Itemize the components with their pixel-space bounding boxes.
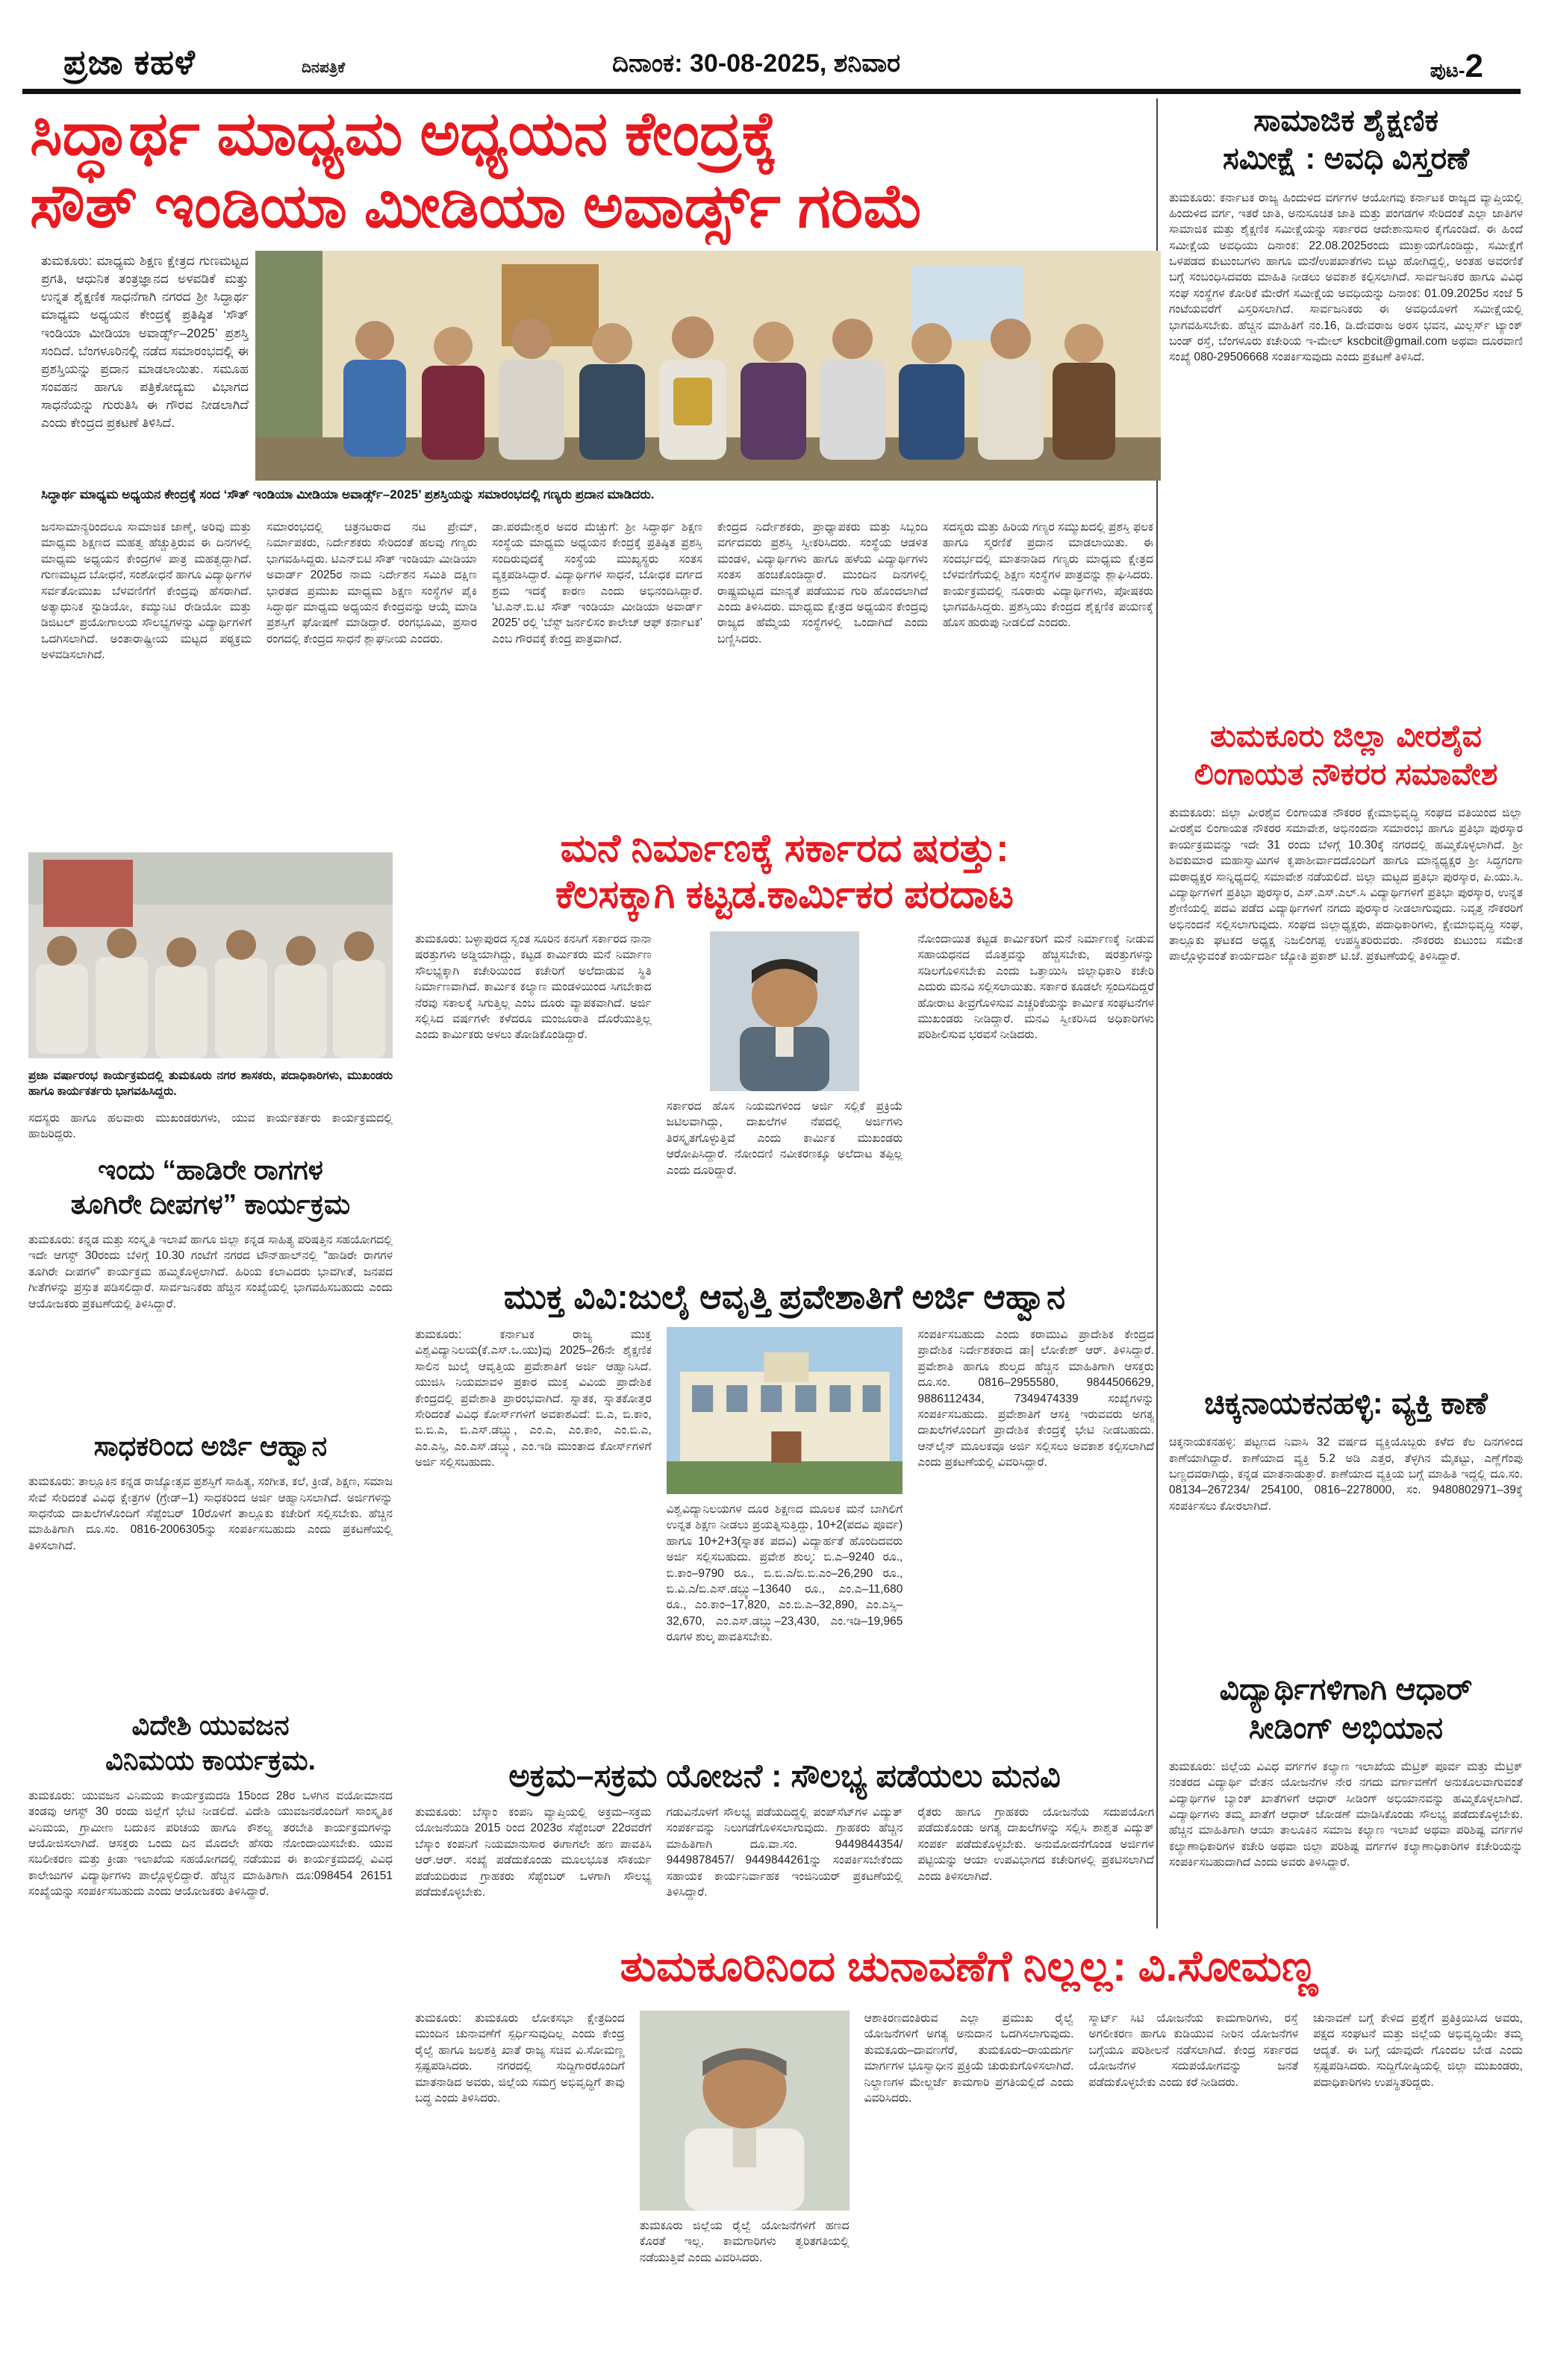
saadhakara-article-body: ತುಮಕೂರು: ತಾಲ್ಲೂಕಿನ ಕನ್ನಡ ರಾಜ್ಯೋತ್ಸವ ಪ್ರಶಸ್ತಿಗೆ ಸಾಹಿತ್ಯ, ಸಂಗೀತ, ಕಲೆ, ಕ್ರೀಡೆ, ಶಿಕ್ಷಣ, ಸಮಾಜ ಸೇವೆ ಸೇರಿದಂತೆ ವಿವಿಧ ಕ್ಷೇತ್ರಗಳ (ಗ್ರೇಡ್–1) ಸಾಧಕರಿಂದ ಅರ್ಜಿ ಆಹ್ವಾನಿಸಲಾಗಿದೆ. ಅರ್ಜಿಗಳನ್ನು ಸಾಧನೆಯ ದಾಖಲೆಗಳೊಂದಿಗೆ ಸೆಪ್ಟೆಂಬರ್ 10ರೊಳಗೆ ತಾಲ್ಲೂಕು ಕಚೇರಿಗೆ ಸಲ್ಲಿಸಬೇಕು. ಹೆಚ್ಚಿನ ಮಾಹಿತಿಗಾಗಿ ದೂ.ಸಂ. 0816-2006305ನ್ನು ಸಂಪರ್ಕಿಸಬಹುದು ಎಂದು ಪ್ರಕಟಣೆಯಲ್ಲಿ ತಿಳಿಸಲಾಗಿದೆ. (28, 1475, 393, 1552)
minister-somanna-portrait-art (640, 2011, 850, 2211)
haadire-article-body: ತುಮಕೂರು: ಕನ್ನಡ ಮತ್ತು ಸಂಸ್ಕೃತಿ ಇಲಾಖೆ ಹಾಗೂ ಜಿಲ್ಲಾ ಕನ್ನಡ ಸಾಹಿತ್ಯ ಪರಿಷತ್ತಿನ ಸಹಯೋಗದಲ್ಲಿ ಇದೇ ಆಗಸ್ಟ್ 30ರಂದು ಬೆಳಿಗ್ಗೆ 10.30 ಗಂಟೆಗೆ ನಗರದ ಟೌನ್‌ಹಾಲ್‌ನಲ್ಲಿ “ಹಾಡಿರೇ ರಾಗಗಳ ತೂಗಿರೇ ದೀಪಗಳ” ಕಾರ್ಯಕ್ರಮ ಹಮ್ಮಿಕೊಳ್ಳಲಾಗಿದೆ. ಹಿರಿಯ ಕಲಾವಿದರು ಭಾವಗೀತೆ, ಜನಪದ ಗೀತೆಗಳನ್ನು ಪ್ರಸ್ತುತ ಪಡಿಸಲಿದ್ದಾರೆ. ಸಾರ್ವಜನಿಕರು ಹೆಚ್ಚಿನ ಸಂಖ್ಯೆಯಲ್ಲಿ ಭಾಗವಹಿಸಬಹುದು ಎಂದು ಆಯೋಜಕರು ಪ್ರಕಟಣೆಯಲ್ಲಿ ತಿಳಿಸಿದ್ದಾರೆ. (28, 1234, 393, 1311)
lead-article-side-text: ತುಮಕೂರು: ಮಾಧ್ಯಮ ಶಿಕ್ಷಣ ಕ್ಷೇತ್ರದ ಗುಣಮಟ್ಟದ ಪ್ರಗತಿ, ಆಧುನಿಕ ತಂತ್ರಜ್ಞಾನದ ಅಳವಡಿಕೆ ಮತ್ತು ಉನ್ನತ ಶೈಕ್ಷಣಿಕ ಸಾಧನೆಗಾಗಿ ನಗರದ ಶ್ರೀ ಸಿದ್ಧಾರ್ಥ ಮಾಧ್ಯಮ ಅಧ್ಯಯನ ಕೇಂದ್ರಕ್ಕೆ ಪ್ರತಿಷ್ಠಿತ ‘ಸೌತ್ ಇಂಡಿಯಾ ಮೀಡಿಯಾ ಅವಾರ್ಡ್ಸ್–2025’ ಪ್ರಶಸ್ತಿ ಸಂದಿದೆ. ಬೆಂಗಳೂರಿನಲ್ಲಿ ನಡೆದ ಸಮಾರಂಭದಲ್ಲಿ ಈ ಪ್ರಶಸ್ತಿಯನ್ನು ಪ್ರದಾನ ಮಾಡಲಾಯಿತು. ಸಮೂಹ ಸಂವಹನ ಹಾಗೂ ಪತ್ರಿಕೋದ್ಯಮ ವಿಭಾಗದ ಸಾಧನೆಯನ್ನು ಗುರುತಿಸಿ ಈ ಗೌರವ ನೀಡಲಾಗಿದೆ ಎಂದು ಕೇಂದ್ರದ ಪ್ರಕಟಣೆ ತಿಳಿಸಿದೆ. (41, 254, 249, 431)
mukta-col-2-text: ವಿಶ್ವವಿದ್ಯಾನಿಲಯಗಳ ದೂರ ಶಿಕ್ಷಣದ ಮೂಲಕ ಮನೆ ಬಾಗಿಲಿಗೆ ಉನ್ನತ ಶಿಕ್ಷಣ ನೀಡಲು ಪ್ರಯತ್ನಿಸುತ್ತಿದ್ದು, 10+2(ಪದವಿ ಪೂರ್ವ) ಹಾಗೂ 10+2+3(ಸ್ನಾತಕ ಪದವಿ) ವಿದ್ಯಾರ್ಹತೆ ಹೊಂದಿದವರು ಅರ್ಜಿ ಸಲ್ಲಿಸಬಹುದು. ಪ್ರವೇಶ ಶುಲ್ಕ: ಬಿ.ಎ–9240 ರೂ., ಬಿ.ಕಾಂ–9790 ರೂ., ಬಿ.ಬಿ.ಎ/ಬಿ.ಬಿ.ಎಂ–26,290 ರೂ., ಬಿ.ವಿ.ಎ/ಬಿ.ಎಸ್.ಡಬ್ಲ್ಯು–13640 ರೂ., ಎಂ.ಎ–11,680 ರೂ., ಎಂ.ಕಾಂ–17,820, ಎಂ.ಬಿ.ಎ–32,890, ಎಂ.ಎಸ್ಸಿ–32,670, ಎಂ.ಎಸ್.ಡಬ್ಲ್ಯು–23,430, ಎಂ.ಇಡಿ–19,965 ರೂಗಳ ಶುಲ್ಕ ಪಾವತಿಸಬೇಕು. (666, 1503, 903, 1643)
missing-person-headline: ಚಿಕ್ಕನಾಯಕನಹಳ್ಳಿ: ವ್ಯಕ್ತಿ ಕಾಣೆ (1204, 1386, 1488, 1420)
newspaper-subtitle: ದಿನಪತ್ರಿಕೆ (302, 60, 346, 76)
mukta-article (415, 1327, 1154, 1749)
akrama-col-1: ತುಮಕೂರು: ಬೆಸ್ಕಾಂ ಕಂಪನಿ ವ್ಯಾಪ್ತಿಯಲ್ಲಿ ಅಕ್ರಮ–ಸಕ್ರಮ ಯೋಜನೆಯಡಿ 2015 ರಿಂದ 2023ರ ಸೆಪ್ಟೆಂಬರ್ 22ರವರೆಗೆ ಬೆಸ್ಕಾಂ ಕಂಪನಿಗೆ ನಿಯಮಾನುಸಾರ ಈಗಾಗಲೇ ಹಣ ಪಾವತಿಸಿ ಆರ್.ಆರ್. ಸಂಖ್ಯೆ ಪಡೆದುಕೊಂಡು ಮೂಲಭೂತ ಸೌಕರ್ಯ ಪಡೆಯದಿರುವ ಗ್ರಾಹಕರು ಸೆಪ್ಟೆಂಬರ್ ಒಳಗಾಗಿ ಸೌಲಭ್ಯ ಪಡೆದುಕೊಳ್ಳಬೇಕು. (415, 1806, 652, 1899)
lead-col-2: ಸಮಾರಂಭದಲ್ಲಿ ಚಿತ್ರನಟರಾದ ನಟ ಪ್ರೇಮ್, ನಿರ್ಮಾಪಕರು, ನಿರ್ದೇಶಕರು ಸೇರಿದಂತೆ ಹಲವು ಗಣ್ಯರು ಭಾಗವಹಿಸಿದ್ದರು. ಟಿಎನ್‌ಬಿಟಿ ಸೌತ್ ಇಂಡಿಯಾ ಮೀಡಿಯಾ ಅವಾರ್ಡ್ 2025ರ ನಾಮ ನಿರ್ದೇಶನ ಸಮಿತಿ ದಕ್ಷಿಣ ಭಾರತದ ಪ್ರಮುಖ ಮಾಧ್ಯಮ ಶಿಕ್ಷಣ ಸಂಸ್ಥೆಗಳ ಪೈಕಿ ಸಿದ್ಧಾರ್ಥ ಮಾಧ್ಯಮ ಅಧ್ಯಯನ ಕೇಂದ್ರವನ್ನು ಆಯ್ಕೆ ಮಾಡಿ ಪ್ರಶಸ್ತಿಗೆ ಘೋಷಣೆ ಮಾಡಿದ್ದಾರೆ. ರಂಗಭೂಮಿ, ಪ್ರಸಾರ ರಂಗದಲ್ಲಿ ಕೇಂದ್ರದ ಸಾಧನೆ ಶ್ಲಾಘನೀಯ ಎಂದರು. (266, 521, 477, 646)
somanna-col-4: ಸ್ಮಾರ್ಟ್ ಸಿಟಿ ಯೋಜನೆಯ ಕಾಮಗಾರಿಗಳು, ರಸ್ತೆ ಅಗಲೀಕರಣ ಹಾಗೂ ಕುಡಿಯುವ ನೀರಿನ ಯೋಜನೆಗಳ ಬಗ್ಗೆಯೂ ಪರಿಶೀಲನೆ ನಡೆಸಲಾಗಿದೆ. ಕೇಂದ್ರ ಸರ್ಕಾರದ ಯೋಜನೆಗಳ ಸದುಪಯೋಗವನ್ನು ಜನತೆ ಪಡೆದುಕೊಳ್ಳಬೇಕು ಎಂದು ಕರೆ ನೀಡಿದರು. (1088, 2012, 1299, 2089)
somanna-headline: ತುಮಕೂರಿನಿಂದ ಚುನಾವಣೆಗೆ ನಿಲ್ಲಲ್ಲ: ವಿ.ಸೋಮಣ್ಣ (620, 1943, 1318, 1990)
akrama-headline: ಅಕ್ರಮ–ಸಕ್ರಮ ಯೋಜನೆ : ಸೌಲಭ್ಯ ಪಡೆಯಲು ಮನವಿ (508, 1758, 1061, 1794)
aadhaar-seeding-article-body: ತುಮಕೂರು: ಜಿಲ್ಲೆಯ ವಿವಿಧ ವರ್ಗಗಳ ಕಲ್ಯಾಣ ಇಲಾಖೆಯ ಮೆಟ್ರಿಕ್ ಪೂರ್ವ ಮತ್ತು ಮೆಟ್ರಿಕ್ ನಂತರದ ವಿದ್ಯಾರ್ಥಿ ವೇತನ ಯೋಜನೆಗಳ ನೇರ ನಗದು ವರ್ಗಾವಣೆಗೆ ಅನುಕೂಲವಾಗುವಂತೆ ವಿದ್ಯಾರ್ಥಿಗಳ ಬ್ಯಾಂಕ್ ಖಾತೆಗಳಿಗೆ ಆಧಾರ್ ಸೀಡಿಂಗ್ ಅಭಿಯಾನವನ್ನು ಹಮ್ಮಿಕೊಳ್ಳಲಾಗಿದೆ. ವಿದ್ಯಾರ್ಥಿಗಳು ತಮ್ಮ ಖಾತೆಗೆ ಆಧಾರ್ ಜೋಡಣೆ ಮಾಡಿಸಿಕೊಂಡು ಸೌಲಭ್ಯ ಪಡೆದುಕೊಳ್ಳಬೇಕು. ಹೆಚ್ಚಿನ ಮಾಹಿತಿಗಾಗಿ ಆಯಾ ತಾಲೂಕಿನ ಸಮಾಜ ಕಲ್ಯಾಣ ಇಲಾಖೆ ಅಥವಾ ಪರಿಶಿಷ್ಟ ವರ್ಗಗಳ ಕಲ್ಯಾಣಾಧಿಕಾರಿಗಳ ಕಚೇರಿ ಅಥವಾ ಜಿಲ್ಲಾ ಪರಿಶಿಷ್ಟ ವರ್ಗಗಳ ಕಲ್ಯಾಣಾಧಿಕಾರಿಗಳ ಕಚೇರಿಯನ್ನು ಸಂಪರ್ಕಿಸಬಹುದಾಗಿದೆ ಎಂದು ಅವರು ತಿಳಿಸಿದ್ದಾರೆ. (1169, 1760, 1523, 1869)
veerashaiva-article-body: ತುಮಕೂರು: ಜಿಲ್ಲಾ ವೀರಶೈವ ಲಿಂಗಾಯತ ನೌಕರರ ಕ್ಷೇಮಾಭಿವೃದ್ಧಿ ಸಂಘದ ವತಿಯಿಂದ ಜಿಲ್ಲಾ ವೀರಶೈವ ಲಿಂಗಾಯತ ನೌಕರರ ಸಮಾವೇಶ, ಅಭಿನಂದನಾ ಸಮಾರಂಭ ಹಾಗೂ ಪ್ರತಿಭಾ ಪುರಸ್ಕಾರ ಕಾರ್ಯಕ್ರಮವನ್ನು ಇದೇ 31 ರಂದು ಬೆಳಿಗ್ಗೆ 10.30ಕ್ಕೆ ನಗರದಲ್ಲಿ ಹಮ್ಮಿಕೊಳ್ಳಲಾಗಿದೆ. ಶ್ರೀ ಶಿವಕುಮಾರ ಮಹಾಸ್ವಾಮಿಗಳ ಕೃಪಾಶೀರ್ವಾದದೊಂದಿಗೆ ಹಾಗೂ ಮಾನ್ಯಧ್ಯಕ್ಷರ ಶ್ರೀ ಸಿದ್ಧಗಂಗಾ ಮಠಾಧ್ಯಕ್ಷರ ಸಾನ್ನಿಧ್ಯದಲ್ಲಿ ಸಮಾವೇಶ ನಡೆಯಲಿದೆ. ಜಿಲ್ಲಾ ಮಟ್ಟದ ಪ್ರತಿಭಾ ಪುರಸ್ಕಾರ, ಪಿ.ಯು.ಸಿ. ವಿದ್ಯಾರ್ಥಿಗಳಿಗೆ ಪ್ರತಿಭಾ ಪುರಸ್ಕಾರ, ಎಸ್.ಎಸ್.ಎಲ್.ಸಿ ವಿದ್ಯಾರ್ಥಿಗಳಿಗೆ ಪ್ರತಿಭಾ ಪುರಸ್ಕಾರ, ಉನ್ನತ ಶ್ರೇಣಿಯಲ್ಲಿ ಪದವಿ ಪಡೆದ ವಿದ್ಯಾರ್ಥಿಗಳಿಗೆ ನಗದು ಪುರಸ್ಕಾರ ನೀಡಲಾಗುವುದು. ನಿವೃತ್ತ ನೌಕರರಿಗೆ ಅಭಿನಂದನೆ ಸಲ್ಲಿಸಲಾಗುವುದು. ಸಂಘದ ಜಿಲ್ಲಾಧ್ಯಕ್ಷರು, ಪದಾಧಿಕಾರಿಗಳು, ಕ್ಷೇಮಾಭಿವೃದ್ಧಿ ಸಂಘ, ತಾಲ್ಲೂಕು ಘಟಕದ ಅಧ್ಯಕ್ಷ ನಿಜಲಿಂಗಪ್ಪ ಉಪಸ್ಥಿತರಿರುವರು. ನೌಕರರು ಕುಟುಂಬ ಸಮೇತ ಪಾಲ್ಗೊಳ್ಳುವಂತೆ ಕಾರ್ಯದರ್ಶಿ ಜ್ಯೋತಿ ಪ್ರಕಾಶ್ ಟಿ.ಜೆ. ಪ್ರಕಟಣೆಯಲ್ಲಿ ತಿಳಿಸಿದ್ದಾರೆ. (1169, 807, 1523, 963)
event-crowd-photo-art (28, 852, 393, 1058)
rail-paragraph-1: ಸದಸ್ಯರು ಹಾಗೂ ಹಲವಾರು ಮುಖಂಡರುಗಳು, ಯುವ ಕಾರ್ಯಕರ್ತರು ಕಾರ್ಯಕ್ರಮದಲ್ಲಿ ಹಾಜರಿದ್ದರು. (28, 1111, 393, 1141)
lead-col-4: ಕೇಂದ್ರದ ನಿರ್ದೇಶಕರು, ಪ್ರಾಧ್ಯಾಪಕರು ಮತ್ತು ಸಿಬ್ಬಂದಿ ವರ್ಗದವರು ಪ್ರಶಸ್ತಿ ಸ್ವೀಕರಿಸಿದರು. ಸಂಸ್ಥೆಯ ಆಡಳಿತ ಮಂಡಳಿ, ವಿದ್ಯಾರ್ಥಿಗಳು ಹಾಗೂ ಹಳೆಯ ವಿದ್ಯಾರ್ಥಿಗಳು ಸಂತಸ ಹಂಚಿಕೊಂಡಿದ್ದಾರೆ. ಮುಂದಿನ ದಿನಗಳಲ್ಲಿ ರಾಷ್ಟ್ರಮಟ್ಟದ ಮಾನ್ಯತೆ ಪಡೆಯುವ ಗುರಿ ಹೊಂದಲಾಗಿದೆ ಎಂದು ತಿಳಿಸಿದರು. ಮಾಧ್ಯಮ ಕ್ಷೇತ್ರದ ಅಧ್ಯಯನ ಕೇಂದ್ರವು ರಾಜ್ಯದ ಹೆಮ್ಮೆಯ ಸಂಸ್ಥೆಗಳಲ್ಲಿ ಒಂದಾಗಿದೆ ಎಂದು ಬಣ್ಣಿಸಿದರು. (717, 521, 928, 646)
award-group-photo-art (255, 251, 1161, 481)
veerashaiva-headline: ತುಮಕೂರು ಜಿಲ್ಲಾ ವೀರಶೈವ ಲಿಂಗಾಯತ ನೌಕರರ ಸಮಾವೇಶ (1194, 718, 1498, 791)
somanna-col-2-text: ತುಮಕೂರು ಜಿಲ್ಲೆಯ ರೈಲ್ವೆ ಯೋಜನೆಗಳಿಗೆ ಹಣದ ಕೊರತೆ ಇಲ್ಲ. ಕಾಮಗಾರಿಗಳು ತ್ವರಿತಗತಿಯಲ್ಲಿ ನಡೆಯುತ್ತಿವೆ ಎಂದು ವಿವರಿಸಿದರು. (639, 2220, 850, 2264)
mane-col-2 (667, 931, 903, 1269)
minister-somanna-portrait (640, 2011, 850, 2211)
mukta-col-1: ತುಮಕೂರು: ಕರ್ನಾಟಕ ರಾಜ್ಯ ಮುಕ್ತ ವಿಶ್ವವಿದ್ಯಾನಿಲಯ(ಕೆ.ಎಸ್.ಒ.ಯು)ವು 2025–26ನೇ ಶೈಕ್ಷಣಿಕ ಸಾಲಿನ ಜುಲೈ ಆವೃತ್ತಿಯ ಪ್ರವೇಶಾತಿಗೆ ಅರ್ಜಿ ಆಹ್ವಾನಿಸಿದೆ. ಯುಜಿಸಿ ನಿಯಮಾವಳಿ ಪ್ರಕಾರ ಮುಕ್ತ ವಿವಿಯ ಪ್ರಾದೇಶಿಕ ಕೇಂದ್ರದಲ್ಲಿ ಪ್ರವೇಶಾತಿ ಪ್ರಾರಂಭವಾಗಿದೆ. ಸ್ನಾತಕ, ಸ್ನಾತಕೋತ್ತರ ಸೇರಿದಂತೆ ವಿವಿಧ ಕೋರ್ಸ್‌ಗಳಿಗೆ ಅವಕಾಶವಿದೆ: ಬಿ.ಎ, ಬಿ.ಕಾಂ, ಬಿ.ಬಿ.ಎ, ಬಿ.ಎಸ್.ಡಬ್ಲ್ಯು, ಎಂ.ಎ, ಎಂ.ಕಾಂ, ಎಂ.ಬಿ.ಎ, ಎಂ.ಎಸ್ಸಿ, ಎಂ.ಎಸ್.ಡಬ್ಲ್ಯು, ಎಂ.ಇಡಿ ಮುಂತಾದ ಕೋರ್ಸ್‌ಗಳಿಗೆ ಅರ್ಜಿ ಸಲ್ಲಿಸಬಹುದು. (415, 1328, 652, 1469)
mane-col-2-text: ಸರ್ಕಾರದ ಹೊಸ ನಿಯಮಗಳಿಂದ ಅರ್ಜಿ ಸಲ್ಲಿಕೆ ಪ್ರಕ್ರಿಯೆ ಜಟಿಲವಾಗಿದ್ದು, ದಾಖಲೆಗಳ ನೆಪದಲ್ಲಿ ಅರ್ಜಿಗಳು ತಿರಸ್ಕೃತಗೊಳ್ಳುತ್ತಿವೆ ಎಂದು ಕಾರ್ಮಿಕ ಮುಖಂಡರು ಆರೋಪಿಸಿದ್ದಾರೆ. ನೋಂದಣಿ ನವೀಕರಣಕ್ಕೂ ಅಲೆದಾಟ ತಪ್ಪಿಲ್ಲ ಎಂದು ದೂರಿದ್ದಾರೆ. (666, 1100, 903, 1177)
videshi-article-body: ತುಮಕೂರು: ಯುವಜನ ವಿನಿಮಯ ಕಾರ್ಯಕ್ರಮದಡಿ 15ರಿಂದ 28ರ ಒಳಗಿನ ವಯೋಮಾನದ ತಂಡವು ಆಗಸ್ಟ್ 30 ರಂದು ಜಿಲ್ಲೆಗೆ ಭೇಟಿ ನೀಡಲಿದೆ. ವಿದೇಶಿ ಯುವಜನರೊಂದಿಗೆ ಸಾಂಸ್ಕೃತಿಕ ವಿನಿಮಯ, ಗ್ರಾಮೀಣ ಬದುಕಿನ ಪರಿಚಯ ಹಾಗೂ ಕೌಶಲ್ಯ ತರಬೇತಿ ಕಾರ್ಯಕ್ರಮಗಳನ್ನು ಆಯೋಜಿಸಲಾಗಿದೆ. ಆಸಕ್ತರು ಒಂದು ದಿನ ಮೊದಲೇ ಹೆಸರು ನೋಂದಾಯಿಸಬೇಕು. ಯುವ ಸಬಲೀಕರಣ ಮತ್ತು ಕ್ರೀಡಾ ಇಲಾಖೆಯ ಸಹಯೋಗದಲ್ಲಿ ನಡೆಯುವ ಈ ಕಾರ್ಯಕ್ರಮದಲ್ಲಿ ವಿವಿಧ ಕಾಲೇಜುಗಳ ವಿದ್ಯಾರ್ಥಿಗಳು ಪಾಲ್ಗೊಳ್ಳಲಿದ್ದಾರೆ. ಹೆಚ್ಚಿನ ಮಾಹಿತಿಗಾಗಿ ದೂ:098454 26151 ಸಂಖ್ಯೆಯನ್ನು ಸಂಪರ್ಕಿಸಬಹುದು ಎಂದು ಆಯೋಜಕರು ತಿಳಿಸಿದ್ದಾರೆ. (28, 1789, 393, 1899)
somanna-col-2 (640, 2011, 850, 2367)
mukta-col-3: ಸಂಪರ್ಕಿಸಬಹುದು ಎಂದು ಕರಾಮುವಿ ಪ್ರಾದೇಶಿಕ ಕೇಂದ್ರದ ಪ್ರಾದೇಶಿಕ ನಿರ್ದೇಶಕರಾದ ಡಾ| ಲೋಕೇಶ್ ಆರ್. ತಿಳಿಸಿದ್ದಾರೆ. ಪ್ರವೇಶಾತಿ ಹಾಗೂ ಶುಲ್ಕದ ಹೆಚ್ಚಿನ ಮಾಹಿತಿಗಾಗಿ ಆಸಕ್ತರು ದೂ.ಸಂ. 0816–2955580, 9844506629, 9886112434, 7349474339 ಸಂಖ್ಯೆಗಳನ್ನು ಸಂಪರ್ಕಿಸಬಹುದು. ಪ್ರವೇಶಾತಿಗೆ ಆಸಕ್ತಿ ಇರುವವರು ಅಗತ್ಯ ದಾಖಲೆಗಳೊಂದಿಗೆ ಪ್ರಾದೇಶಿಕ ಕೇಂದ್ರಕ್ಕೆ ಭೇಟಿ ನೀಡಬಹುದು. ಆನ್‌ಲೈನ್ ಮೂಲಕವೂ ಅರ್ಜಿ ಸಲ್ಲಿಸಲು ಅವಕಾಶ ಕಲ್ಪಿಸಲಾಗಿದೆ ಎಂದು ಪ್ರಕಟಣೆಯಲ್ಲಿ ವಿವರಿಸಿದ್ದಾರೆ. (917, 1328, 1155, 1469)
award-group-photo (255, 251, 1161, 481)
page-number: ಪುಟ-2 (1430, 48, 1483, 84)
open-university-building-photo (667, 1327, 903, 1494)
lead-col-5: ಸದಸ್ಯರು ಮತ್ತು ಹಿರಿಯ ಗಣ್ಯರ ಸಮ್ಮುಖದಲ್ಲಿ ಪ್ರಶಸ್ತಿ ಫಲಕ ಹಾಗೂ ಸ್ಮರಣಿಕೆ ಪ್ರದಾನ ಮಾಡಲಾಯಿತು. ಈ ಸಂದರ್ಭದಲ್ಲಿ ಮಾತನಾಡಿದ ಗಣ್ಯರು ಮಾಧ್ಯಮ ಕ್ಷೇತ್ರದ ಬೆಳವಣಿಗೆಯಲ್ಲಿ ಶಿಕ್ಷಣ ಸಂಸ್ಥೆಗಳ ಪಾತ್ರವನ್ನು ಶ್ಲಾಘಿಸಿದರು. ಕಾರ್ಯಕ್ರಮದಲ್ಲಿ ನೂರಾರು ವಿದ್ಯಾರ್ಥಿಗಳು, ಪೋಷಕರು ಭಾಗವಹಿಸಿದ್ದರು. ಪ್ರಶಸ್ತಿಯು ಕೇಂದ್ರದ ಶೈಕ್ಷಣಿಕ ಪಯಣಕ್ಕೆ ಹೊಸ ಹುರುಪು ನೀಡಲಿದೆ ಎಂದರು. (943, 521, 1153, 630)
lead-headline-line1: ಸಿದ್ಧಾರ್ಥ ಮಾಧ್ಯಮ ಅಧ್ಯಯನ ಕೇಂದ್ರಕ್ಕೆ (30, 100, 778, 168)
lead-headline-line2: ಸೌತ್ ಇಂಡಿಯಾ ಮೀಡಿಯಾ ಅವಾರ್ಡ್ಸ್ ಗರಿಮೆ (30, 172, 924, 240)
mane-headline: ಮನೆ ನಿರ್ಮಾಣಕ್ಕೆ ಸರ್ಕಾರದ ಷರತ್ತು: ಕೆಲಸಕ್ಕಾಗಿ ಕಟ್ಟಡ.ಕಾರ್ಮಿಕರ ಪರದಾಟ (555, 827, 1014, 917)
event-crowd-photo (28, 852, 393, 1058)
lead-article-columns (41, 519, 1153, 821)
akrama-col-3: ರೈತರು ಹಾಗೂ ಗ್ರಾಹಕರು ಯೋಜನೆಯ ಸದುಪಯೋಗ ಪಡೆದುಕೊಂಡು ಅಗತ್ಯ ದಾಖಲೆಗಳನ್ನು ಸಲ್ಲಿಸಿ ಶಾಶ್ವತ ವಿದ್ಯುತ್ ಸಂಪರ್ಕ ಪಡೆದುಕೊಳ್ಳಬೇಕು. ಅನುಮೋದನೆಗೊಂಡ ಅರ್ಜಿಗಳ ಪಟ್ಟಿಯನ್ನು ಆಯಾ ಉಪವಿಭಾಗದ ಕಚೇರಿಗಳಲ್ಲಿ ಪ್ರಕಟಿಸಲಾಗಿದೆ ಎಂದು ತಿಳಿಸಲಾಗಿದೆ. (917, 1806, 1155, 1883)
survey-article-body: ತುಮಕೂರು: ಕರ್ನಾಟಕ ರಾಜ್ಯ ಹಿಂದುಳಿದ ವರ್ಗಗಳ ಆಯೋಗವು ಕರ್ನಾಟಕ ರಾಜ್ಯದ ವ್ಯಾಪ್ತಿಯಲ್ಲಿ ಹಿಂದುಳಿದ ವರ್ಗ, ಇತರೆ ಜಾತಿ, ಅನುಸೂಚಿತ ಜಾತಿ ಮತ್ತು ಪಂಗಡಗಳ ಸೇರಿದಂತೆ ಎಲ್ಲಾ ಜಾತಿಗಳ ಸಾಮಾಜಿಕ ಮತ್ತು ಶೈಕ್ಷಣಿಕ ಸಮೀಕ್ಷೆಯನ್ನು ಸರ್ಕಾರದ ಆದೇಶಾನುಸಾರ ಕೈಗೊಂಡಿದೆ. ಈ ಹಿಂದೆ ಸಮೀಕ್ಷೆಯ ಅವಧಿಯು ದಿನಾಂಕ: 22.08.2025ರಂದು ಮುಕ್ತಾಯಗೊಂಡಿದ್ದು, ಸಮೀಕ್ಷೆಗೆ ಒಳಪಡದ ಕುಟುಂಬಗಳು ಹಾಗೂ ಮನೆ/ಉಪಖಾತೆಗಳು ಬಿಟ್ಟು ಹೋಗಿದ್ದಲ್ಲಿ, ಅಂತಹ ಅವರಣಿಕೆ ಬಗ್ಗೆ ಸಂಬಂಧಿಸಿದವರು ಮಾಹಿತಿ ನೀಡಲು ಅವಕಾಶ ಕಲ್ಪಿಸಲಾಗಿದೆ. ಸಾರ್ವಜನಿಕರ ಹಾಗೂ ವಿವಿಧ ಸಂಘ ಸಂಸ್ಥೆಗಳ ಕೋರಿಕೆ ಮೇರೆಗೆ ಸಮೀಕ್ಷೆಯ ಅವಧಿಯನ್ನು ದಿನಾಂಕ: 01.09.2025ರ ಸಂಜೆ 5 ಗಂಟೆಯವರೆಗೆ ವಿಸ್ತರಿಸಲಾಗಿದೆ. ಸಾರ್ವಜನಿಕರು ಈ ಅವಧಿಯೊಳಗೆ ಸಮೀಕ್ಷೆಯಲ್ಲಿ ಭಾಗವಹಿಸಬೇಕು. ಹೆಚ್ಚಿನ ಮಾಹಿತಿಗೆ ನಂ.16, ಡಿ.ದೇವರಾಜ ಅರಸ ಭವನ, ಮಿಲ್ಲರ್ಸ್ ಟ್ಯಾಂಕ್ ಬಂಡ್ ರಸ್ತೆ, ಬೆಂಗಳೂರು ಕಚೇರಿಯ ಇ-ಮೇಲ್ kscbcit@gmail.com ಅಥವಾ ದೂರವಾಣಿ ಸಂಖ್ಯೆ 080-29506668 ಸಂಪರ್ಕಿಸುವುದು ಎಂದು ಪ್ರಕಟಣೆ ತಿಳಿಸಿದೆ. (1169, 191, 1523, 364)
saadhakara-headline: ಸಾಧಕರಿಂದ ಅರ್ಜಿ ಆಹ್ವಾನ (93, 1431, 328, 1462)
akrama-article (415, 1805, 1154, 1931)
right-column (1169, 101, 1523, 1928)
newspaper-title: ಪ್ರಜಾ ಕಹಳೆ (63, 43, 196, 81)
left-rail (28, 852, 393, 2376)
lead-col-3: ಡಾ.ಪರಮೇಶ್ವರ ಅವರ ಮೆಚ್ಚುಗೆ: ಶ್ರೀ ಸಿದ್ಧಾರ್ಥ ಶಿಕ್ಷಣ ಸಂಸ್ಥೆಯ ಮಾಧ್ಯಮ ಅಧ್ಯಯನ ಕೇಂದ್ರಕ್ಕೆ ಪ್ರತಿಷ್ಠಿತ ಪ್ರಶಸ್ತಿ ಸಂದಿರುವುದಕ್ಕೆ ಸಂಸ್ಥೆಯ ಮುಖ್ಯಸ್ಥರು ಸಂತಸ ವ್ಯಕ್ತಪಡಿಸಿದ್ದಾರೆ. ವಿದ್ಯಾರ್ಥಿಗಳ ಸಾಧನೆ, ಬೋಧಕ ವರ್ಗದ ಶ್ರಮ ಇದಕ್ಕೆ ಕಾರಣ ಎಂದು ಅಭಿನಂದಿಸಿದ್ದಾರೆ. ‘ಟಿ.ಎನ್.ಬಿ.ಟಿ ಸೌತ್ ಇಂಡಿಯಾ ಮೀಡಿಯಾ ಅವಾರ್ಡ್ 2025’ ರಲ್ಲಿ ‘ಬೆಸ್ಟ್ ಜರ್ನಲಿಸಂ ಕಾಲೇಜ್ ಆಫ್ ಕರ್ನಾಟಕ’ ಎಂಬ ಗೌರವಕ್ಕೆ ಕೇಂದ್ರ ಪಾತ್ರವಾಗಿದೆ. (492, 521, 702, 646)
videshi-headline: ವಿದೇಶಿ ಯುವಜನ ವಿನಿಮಯ ಕಾರ್ಯಕ್ರಮ. (105, 1710, 316, 1775)
header-rule (22, 89, 1521, 94)
lead-col-1: ಜನಸಾಮಾನ್ಯರಿಂದಲೂ ಸಾಮಾಜಿಕ ಜಾಣ್ಮೆ, ಅರಿವು ಮತ್ತು ಮಾಧ್ಯಮ ಶಿಕ್ಷಣದ ಮಹತ್ವ ಹೆಚ್ಚುತ್ತಿರುವ ಈ ದಿನಗಳಲ್ಲಿ ಮಾಧ್ಯಮ ಅಧ್ಯಯನ ಕೇಂದ್ರಗಳ ಪಾತ್ರ ಮಹತ್ವದ್ದಾಗಿದೆ. ಗುಣಮಟ್ಟದ ಬೋಧನೆ, ಸಂಶೋಧನೆ ಹಾಗೂ ವಿದ್ಯಾರ್ಥಿಗಳ ಸರ್ವತೋಮುಖ ಬೆಳವಣಿಗೆಗೆ ಕೇಂದ್ರವು ಹೆಸರಾಗಿದೆ. ಅತ್ಯಾಧುನಿಕ ಸ್ಟುಡಿಯೋ, ಕಮ್ಯುನಿಟಿ ರೇಡಿಯೋ ಮತ್ತು ಡಿಜಿಟಲ್ ಪ್ರಯೋಗಾಲಯ ಸೌಲಭ್ಯಗಳನ್ನು ವಿದ್ಯಾರ್ಥಿಗಳಿಗೆ ಒದಗಿಸಲಾಗಿದೆ. ಅಂತಾರಾಷ್ಟ್ರೀಯ ಮಟ್ಟದ ಪಠ್ಯಕ್ರಮ ಅಳವಡಿಸಲಾಗಿದೆ. (41, 521, 252, 661)
mukta-col-2 (667, 1327, 903, 1749)
lead-photo-caption: ಸಿದ್ಧಾರ್ಥ ಮಾಧ್ಯಮ ಅಧ್ಯಯನ ಕೇಂದ್ರಕ್ಕೆ ಸಂದ ‘ಸೌತ್ ಇಂಡಿಯಾ ಮೀಡಿಯಾ ಅವಾರ್ಡ್ಸ್–2025’ ಪ್ರಶಸ್ತಿಯನ್ನು ಸಮಾರಂಭದಲ್ಲಿ ಗಣ್ಯರು ಪ್ರದಾನ ಮಾಡಿದರು. (41, 487, 655, 502)
survey-headline: ಸಾಮಾಜಿಕ ಶೈಕ್ಷಣಿಕ ಸಮೀಕ್ಷೆ : ಅವಧಿ ವಿಸ್ತರಣೆ (1222, 103, 1470, 176)
somanna-col-5: ಚುನಾವಣೆ ಬಗ್ಗೆ ಕೇಳಿದ ಪ್ರಶ್ನೆಗೆ ಪ್ರತಿಕ್ರಿಯಿಸಿದ ಅವರು, ಪಕ್ಷದ ಸಂಘಟನೆ ಮತ್ತು ಜಿಲ್ಲೆಯ ಅಭಿವೃದ್ಧಿಯೇ ತಮ್ಮ ಆದ್ಯತೆ. ಈ ಬಗ್ಗೆ ಯಾವುದೇ ಗೊಂದಲ ಬೇಡ ಎಂದು ಸ್ಪಷ್ಟಪಡಿಸಿದರು. ಸುದ್ದಿಗೋಷ್ಠಿಯಲ್ಲಿ ಜಿಲ್ಲಾ ಮುಖಂಡರು, ಪದಾಧಿಕಾರಿಗಳು ಉಪಸ್ಥಿತರಿದ್ದರು. (1313, 2012, 1523, 2089)
mane-article (415, 931, 1154, 1269)
mane-col-3: ನೋಂದಾಯಿತ ಕಟ್ಟಡ ಕಾರ್ಮಿಕರಿಗೆ ಮನೆ ನಿರ್ಮಾಣಕ್ಕೆ ನೀಡುವ ಸಹಾಯಧನದ ಮೊತ್ತವನ್ನು ಹೆಚ್ಚಿಸಬೇಕು, ಷರತ್ತುಗಳನ್ನು ಸಡಿಲಗೊಳಿಸಬೇಕು ಎಂದು ಒತ್ತಾಯಿಸಿ ಜಿಲ್ಲಾಧಿಕಾರಿ ಕಚೇರಿ ಎದುರು ಮನವಿ ಸಲ್ಲಿಸಲಾಯಿತು. ಸರ್ಕಾರ ಕೂಡಲೇ ಸ್ಪಂದಿಸದಿದ್ದರೆ ಹೋರಾಟ ತೀವ್ರಗೊಳಿಸುವ ಎಚ್ಚರಿಕೆಯನ್ನು ಕಾರ್ಮಿಕ ಸಂಘಟನೆಗಳ ಮುಖಂಡರು ನೀಡಿದ್ದಾರೆ. ಮನವಿ ಸ್ವೀಕರಿಸಿದ ಅಧಿಕಾರಿಗಳು ಪರಿಶೀಲಿಸುವ ಭರವಸೆ ನೀಡಿದರು. (917, 933, 1155, 1042)
haadire-headline: ಇಂದು “ಹಾಡಿರೇ ರಾಗಗಳ ತೂಗಿರೇ ದೀಪಗಳ” ಕಾರ್ಯಕ್ರಮ (70, 1154, 351, 1219)
aadhaar-seeding-headline: ವಿದ್ಯಾರ್ಥಿಗಳಿಗಾಗಿ ಆಧಾರ್ ಸೀಡಿಂಗ್ ಅಭಿಯಾನ (1219, 1672, 1473, 1745)
labour-leader-portrait-art (710, 931, 859, 1091)
masthead (22, 37, 1521, 87)
rail-photo-caption: ಪ್ರಜಾ ವರ್ಷಾರಂಭ ಕಾರ್ಯಕ್ರಮದಲ್ಲಿ ತುಮಕೂರು ನಗರ ಶಾಸಕರು, ಪದಾಧಿಕಾರಿಗಳು, ಮುಖಂಡರು ಹಾಗೂ ಕಾರ್ಯಕರ್ತರು ಭಾಗವಹಿಸಿದ್ದರು. (28, 1069, 393, 1098)
akrama-col-2: ಗಡುವಿನೊಳಗೆ ಸೌಲಭ್ಯ ಪಡೆಯದಿದ್ದಲ್ಲಿ ಪಂಪ್‌ಸೆಟ್‌ಗಳ ವಿದ್ಯುತ್ ಸಂಪರ್ಕವನ್ನು ನಿಲುಗಡೆಗೊಳಿಸಲಾಗುವುದು. ಗ್ರಾಹಕರು ಹೆಚ್ಚಿನ ಮಾಹಿತಿಗಾಗಿ ದೂ.ವಾ.ಸಂ. 9449844354/ 9449878457/ 9449844261ನ್ನು ಸಂಪರ್ಕಿಸಬೇಕೆಂದು ಸಹಾಯಕ ಕಾರ್ಯನಿರ್ವಾಹಕ ಇಂಜಿನಿಯರ್ ಪ್ರಕಟಣೆಯಲ್ಲಿ ತಿಳಿಸಿದ್ದಾರೆ. (666, 1806, 903, 1899)
somanna-col-1: ತುಮಕೂರು: ತುಮಕೂರು ಲೋಕಸಭಾ ಕ್ಷೇತ್ರದಿಂದ ಮುಂದಿನ ಚುನಾವಣೆಗೆ ಸ್ಪರ್ಧಿಸುವುದಿಲ್ಲ ಎಂದು ಕೇಂದ್ರ ರೈಲ್ವೆ ಹಾಗೂ ಜಲಶಕ್ತಿ ಖಾತೆ ರಾಜ್ಯ ಸಚಿವ ವಿ.ಸೋಮಣ್ಣ ಸ್ಪಷ್ಟಪಡಿಸಿದರು. ನಗರದಲ್ಲಿ ಸುದ್ದಿಗಾರರೊಂದಿಗೆ ಮಾತನಾಡಿದ ಅವರು, ಜಿಲ್ಲೆಯ ಸಮಗ್ರ ಅಭಿವೃದ್ಧಿಗೆ ತಾವು ಬದ್ಧ ಎಂದು ತಿಳಿಸಿದರು. (415, 2012, 625, 2105)
open-university-building-art (667, 1327, 903, 1494)
lead-headline (30, 99, 1153, 248)
missing-person-article-body: ಚಿಕ್ಕನಾಯಕನಹಳ್ಳಿ: ಪಟ್ಟಣದ ನಿವಾಸಿ 32 ವರ್ಷದ ವ್ಯಕ್ತಿಯೊಬ್ಬರು ಕಳೆದ ಕೆಲ ದಿನಗಳಿಂದ ಕಾಣೆಯಾಗಿದ್ದಾರೆ. ಕಾಣೆಯಾದ ವ್ಯಕ್ತಿ 5.2 ಅಡಿ ಎತ್ತರ, ತೆಳ್ಳಗಿನ ಮೈಕಟ್ಟು, ಎಣ್ಣೆಗೆಂಪು ಬಣ್ಣದವರಾಗಿದ್ದು, ಕನ್ನಡ ಮಾತನಾಡುತ್ತಾರೆ. ಕಾಣೆಯಾದ ವ್ಯಕ್ತಿಯ ಬಗ್ಗೆ ಮಾಹಿತಿ ಇದ್ದಲ್ಲಿ ದೂ.ಸಂ. 08134–267234/ 254100, 0816–2278000, ಸಂ. 9480802971–39ಕ್ಕೆ ಸಂಪರ್ಕಿಸಲು ಕೋರಲಾಗಿದೆ. (1169, 1436, 1523, 1513)
mane-col-1: ತುಮಕೂರು: ಬಳ್ಳಾಪುರದ ಸ್ವಂತ ಸೂರಿನ ಕನಸಿಗೆ ಸರ್ಕಾರದ ನಾನಾ ಷರತ್ತುಗಳು ಅಡ್ಡಿಯಾಗಿದ್ದು, ಕಟ್ಟಡ ಕಾರ್ಮಿಕರು ಮನೆ ನಿರ್ಮಾಣ ಸೌಲಭ್ಯಕ್ಕಾಗಿ ಕಚೇರಿಯಿಂದ ಕಚೇರಿಗೆ ಅಲೆದಾಡುವ ಸ್ಥಿತಿ ನಿರ್ಮಾಣವಾಗಿದೆ. ಕಾರ್ಮಿಕ ಕಲ್ಯಾಣ ಮಂಡಳಿಯಿಂದ ಸಿಗಬೇಕಾದ ನೆರವು ಸಕಾಲಕ್ಕೆ ಸಿಗುತ್ತಿಲ್ಲ ಎಂಬ ದೂರು ವ್ಯಾಪಕವಾಗಿದೆ. ಅರ್ಜಿ ಸಲ್ಲಿಸಿದ ವರ್ಷಗಳೇ ಕಳೆದರೂ ಮಂಜೂರಾತಿ ದೊರೆಯುತ್ತಿಲ್ಲ ಎಂದು ಕಾರ್ಮಿಕರು ಅಳಲು ತೋಡಿಕೊಂಡಿದ್ದಾರೆ. (415, 933, 652, 1042)
labour-leader-portrait (710, 931, 859, 1091)
dateline: ದಿನಾಂಕ: 30-08-2025, ಶನಿವಾರ (612, 49, 901, 78)
somanna-article (415, 2011, 1523, 2367)
mukta-headline: ಮುಕ್ತ ವಿವಿ:ಜುಲೈ ಆವೃತ್ತಿ ಪ್ರವೇಶಾತಿಗೆ ಅರ್ಜಿ ಆಹ್ವಾನ (503, 1278, 1066, 1316)
somanna-col-3: ಆಶಾಕಿರಣದಂತಿರುವ ಎಲ್ಲಾ ಪ್ರಮುಖ ರೈಲ್ವೆ ಯೋಜನೆಗಳಿಗೆ ಅಗತ್ಯ ಅನುದಾನ ಒದಗಿಸಲಾಗುವುದು. ತುಮಕೂರು–ದಾವಣಗೆರೆ, ತುಮಕೂರು–ರಾಯದುರ್ಗ ಮಾರ್ಗಗಳ ಭೂಸ್ವಾಧೀನ ಪ್ರಕ್ರಿಯೆ ಚುರುಕುಗೊಳಿಸಲಾಗಿದೆ. ನಿಲ್ದಾಣಗಳ ಮೇಲ್ದರ್ಜೆ ಕಾಮಗಾರಿ ಪ್ರಗತಿಯಲ್ಲಿದೆ ಎಂದು ವಿವರಿಸಿದರು. (864, 2012, 1074, 2105)
